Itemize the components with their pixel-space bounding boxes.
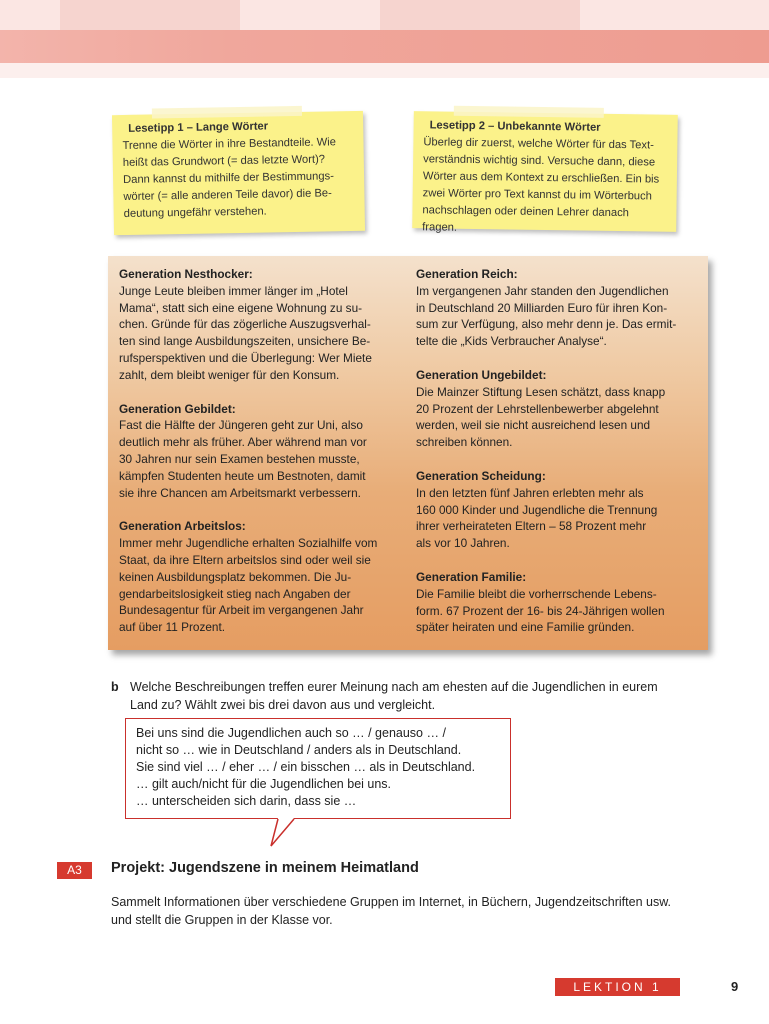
tape-strip: [454, 106, 604, 118]
bubble-line: nicht so … wie in Deutschland / anders als in Deutschland.: [136, 743, 462, 757]
reading-tip-1-title: Lesetipp 1 – Lange Wörter: [128, 120, 269, 135]
bubble-line: Sie sind viel … / eher … / ein bisschen … als in Deutschland.: [136, 760, 476, 774]
text-line: sie ihre Chancen am Arbeitsmarkt verbessern.: [119, 485, 361, 500]
task-badge-a3: A3: [57, 862, 92, 879]
text-line: Junge Leute bleiben immer länger im „Hotel: [119, 283, 348, 298]
generation-title: Generation Scheidung:: [416, 468, 546, 483]
text-line: 160 000 Kinder und Jugendliche die Trennung: [416, 502, 658, 517]
generation-gebildet: [119, 401, 404, 502]
note-line: nachschlagen oder deinen Lehrer danach fragen.: [422, 204, 630, 234]
note-line: Dann kannst du mithilfe der Bestimmungs-: [123, 170, 334, 187]
project-text: [111, 893, 711, 929]
text-line: Fast die Hälfte der Jüngeren geht zur Uni, also: [119, 418, 363, 433]
generation-ungebildet: [416, 367, 704, 451]
text-line: keinen Ausbildungsplatz bekommen. Die Ju-: [119, 569, 352, 584]
text-line: kämpfen Studenten heute um Bestnoten, damit: [119, 468, 366, 483]
generation-scheidung: [416, 468, 704, 552]
exercise-letter: b: [111, 680, 119, 694]
text-line: 30 Jahren nur sein Examen bestehen musste,: [119, 451, 360, 466]
speech-bubble: [125, 718, 511, 819]
text-line: Welche Beschreibungen treffen eurer Meinung nach am ehesten auf die Jugendlichen in eurem: [130, 680, 658, 694]
note-line: wörter (= alle anderen Teile davor) die Be-: [123, 187, 332, 204]
text-line: schreiben können.: [416, 435, 513, 450]
exercise-text: [130, 678, 711, 714]
text-line: Bundesagentur für Arbeit im vergangenen Jahr: [119, 603, 364, 618]
generation-reich: [416, 266, 704, 350]
generation-title: Generation Familie:: [416, 569, 527, 584]
generation-title: Generation Ungebildet:: [416, 367, 547, 382]
generations-left-column: [119, 266, 404, 653]
lesson-label: LEKTION 1: [555, 978, 680, 996]
note-line: heißt das Grundwort (= das letzte Wort)?: [122, 153, 326, 170]
text-line: Die Mainzer Stiftung Lesen schätzt, dass knapp: [416, 384, 666, 399]
text-line: deutlich mehr als früher. Aber während man vor: [119, 435, 367, 450]
text-line: später heiraten und eine Familie gründen.: [416, 620, 635, 635]
text-line: und stellt die Gruppen in der Klasse vor.: [111, 913, 333, 927]
generation-title: Generation Gebildet:: [119, 401, 236, 416]
project-title: Projekt: Jugendszene in meinem Heimatland: [111, 860, 419, 876]
generations-right-column: [416, 266, 704, 653]
text-line: Land zu? Wählt zwei bis drei davon aus und vergleicht.: [130, 698, 436, 712]
text-line: werden, weil sie nicht ausreichend lesen und: [416, 418, 651, 433]
note-line: Wörter aus dem Kontext zu erschließen. Ein bis: [422, 170, 660, 186]
page-number: 9: [731, 979, 739, 994]
generation-title: Generation Arbeitslos:: [119, 519, 246, 534]
text-line: zahlt, dem bleibt weniger für den Konsum.: [119, 367, 340, 382]
band-light: [0, 0, 769, 30]
note-line: Überleg dir zuerst, welche Wörter für das Text-: [423, 136, 654, 152]
bubble-line: Bei uns sind die Jugendlichen auch so … / genauso … /: [136, 726, 446, 740]
generation-title: Generation Nesthocker:: [119, 267, 253, 281]
generation-arbeitslos: [119, 518, 404, 636]
text-line: telte die „Kids Verbraucher Analyse“.: [416, 334, 607, 349]
text-line: rufsperspektiven und die Überlegung: Wer Miete: [119, 350, 372, 365]
note-line: deutung ungefähr verstehen.: [123, 205, 267, 221]
text-line: Immer mehr Jugendliche erhalten Sozialhilfe vom: [119, 536, 378, 551]
text-line: Im vergangenen Jahr standen den Jugendlichen: [416, 283, 669, 298]
bubble-line: … unterscheiden sich darin, dass sie …: [136, 794, 357, 808]
note-line: Trenne die Wörter in ihre Bestandteile. Wie: [122, 136, 337, 153]
reading-tip-2-title: Lesetipp 2 – Unbekannte Wörter: [429, 119, 601, 134]
text-line: Staat, da ihre Eltern arbeitslos sind oder weil sie: [119, 552, 371, 567]
generation-title: Generation Reich:: [416, 267, 518, 281]
text-line: In den letzten fünf Jahren erlebten mehr als: [416, 485, 644, 500]
text-line: in Deutschland 20 Milliarden Euro für ihren Kon-: [416, 300, 668, 315]
reading-tip-1-note: [112, 111, 365, 235]
band-red: [0, 30, 769, 63]
text-line: als vor 10 Jahren.: [416, 536, 510, 551]
note-line: verständnis wichtig sind. Versuche dann, diese: [423, 153, 656, 169]
text-line: sum zur Verfügung, also mehr denn je. Das ermit-: [416, 317, 677, 332]
text-line: gendarbeitslosigkeit stieg nach Angaben der: [119, 586, 351, 601]
text-line: Die Familie bleibt die vorherrschende Lebens-: [416, 586, 657, 601]
tape-strip: [152, 106, 302, 119]
exercise-b: [111, 678, 711, 714]
text-line: auf über 11 Prozent.: [119, 620, 226, 635]
text-line: 20 Prozent der Lehrstellenbewerber abgelehnt: [416, 401, 659, 416]
generation-nesthocker: [119, 266, 404, 384]
text-line: form. 67 Prozent der 16- bis 24-Jährigen wollen: [416, 603, 665, 618]
reading-tip-2-note: [412, 111, 678, 232]
bubble-line: … gilt auch/nicht für die Jugendlichen bei uns.: [136, 777, 392, 791]
generations-box: [108, 256, 708, 650]
top-band: [0, 0, 769, 78]
generation-familie: [416, 569, 704, 636]
text-line: Mama“, statt sich eine eigene Wohnung zu su-: [119, 300, 363, 315]
text-line: ihrer verheirateten Eltern – 58 Prozent mehr: [416, 519, 647, 534]
text-line: ten sind lange Ausbildungszeiten, unsichere Be-: [119, 334, 371, 349]
band-pale: [0, 63, 769, 78]
note-line: zwei Wörter pro Text kannst du im Wörterbuch: [422, 187, 652, 203]
text-line: Sammelt Informationen über verschiedene Gruppen im Internet, in Büchern, Jugendzeitschriften usw.: [111, 895, 672, 909]
text-line: chen. Gründe für das zögerliche Auszugsverhal-: [119, 317, 371, 332]
